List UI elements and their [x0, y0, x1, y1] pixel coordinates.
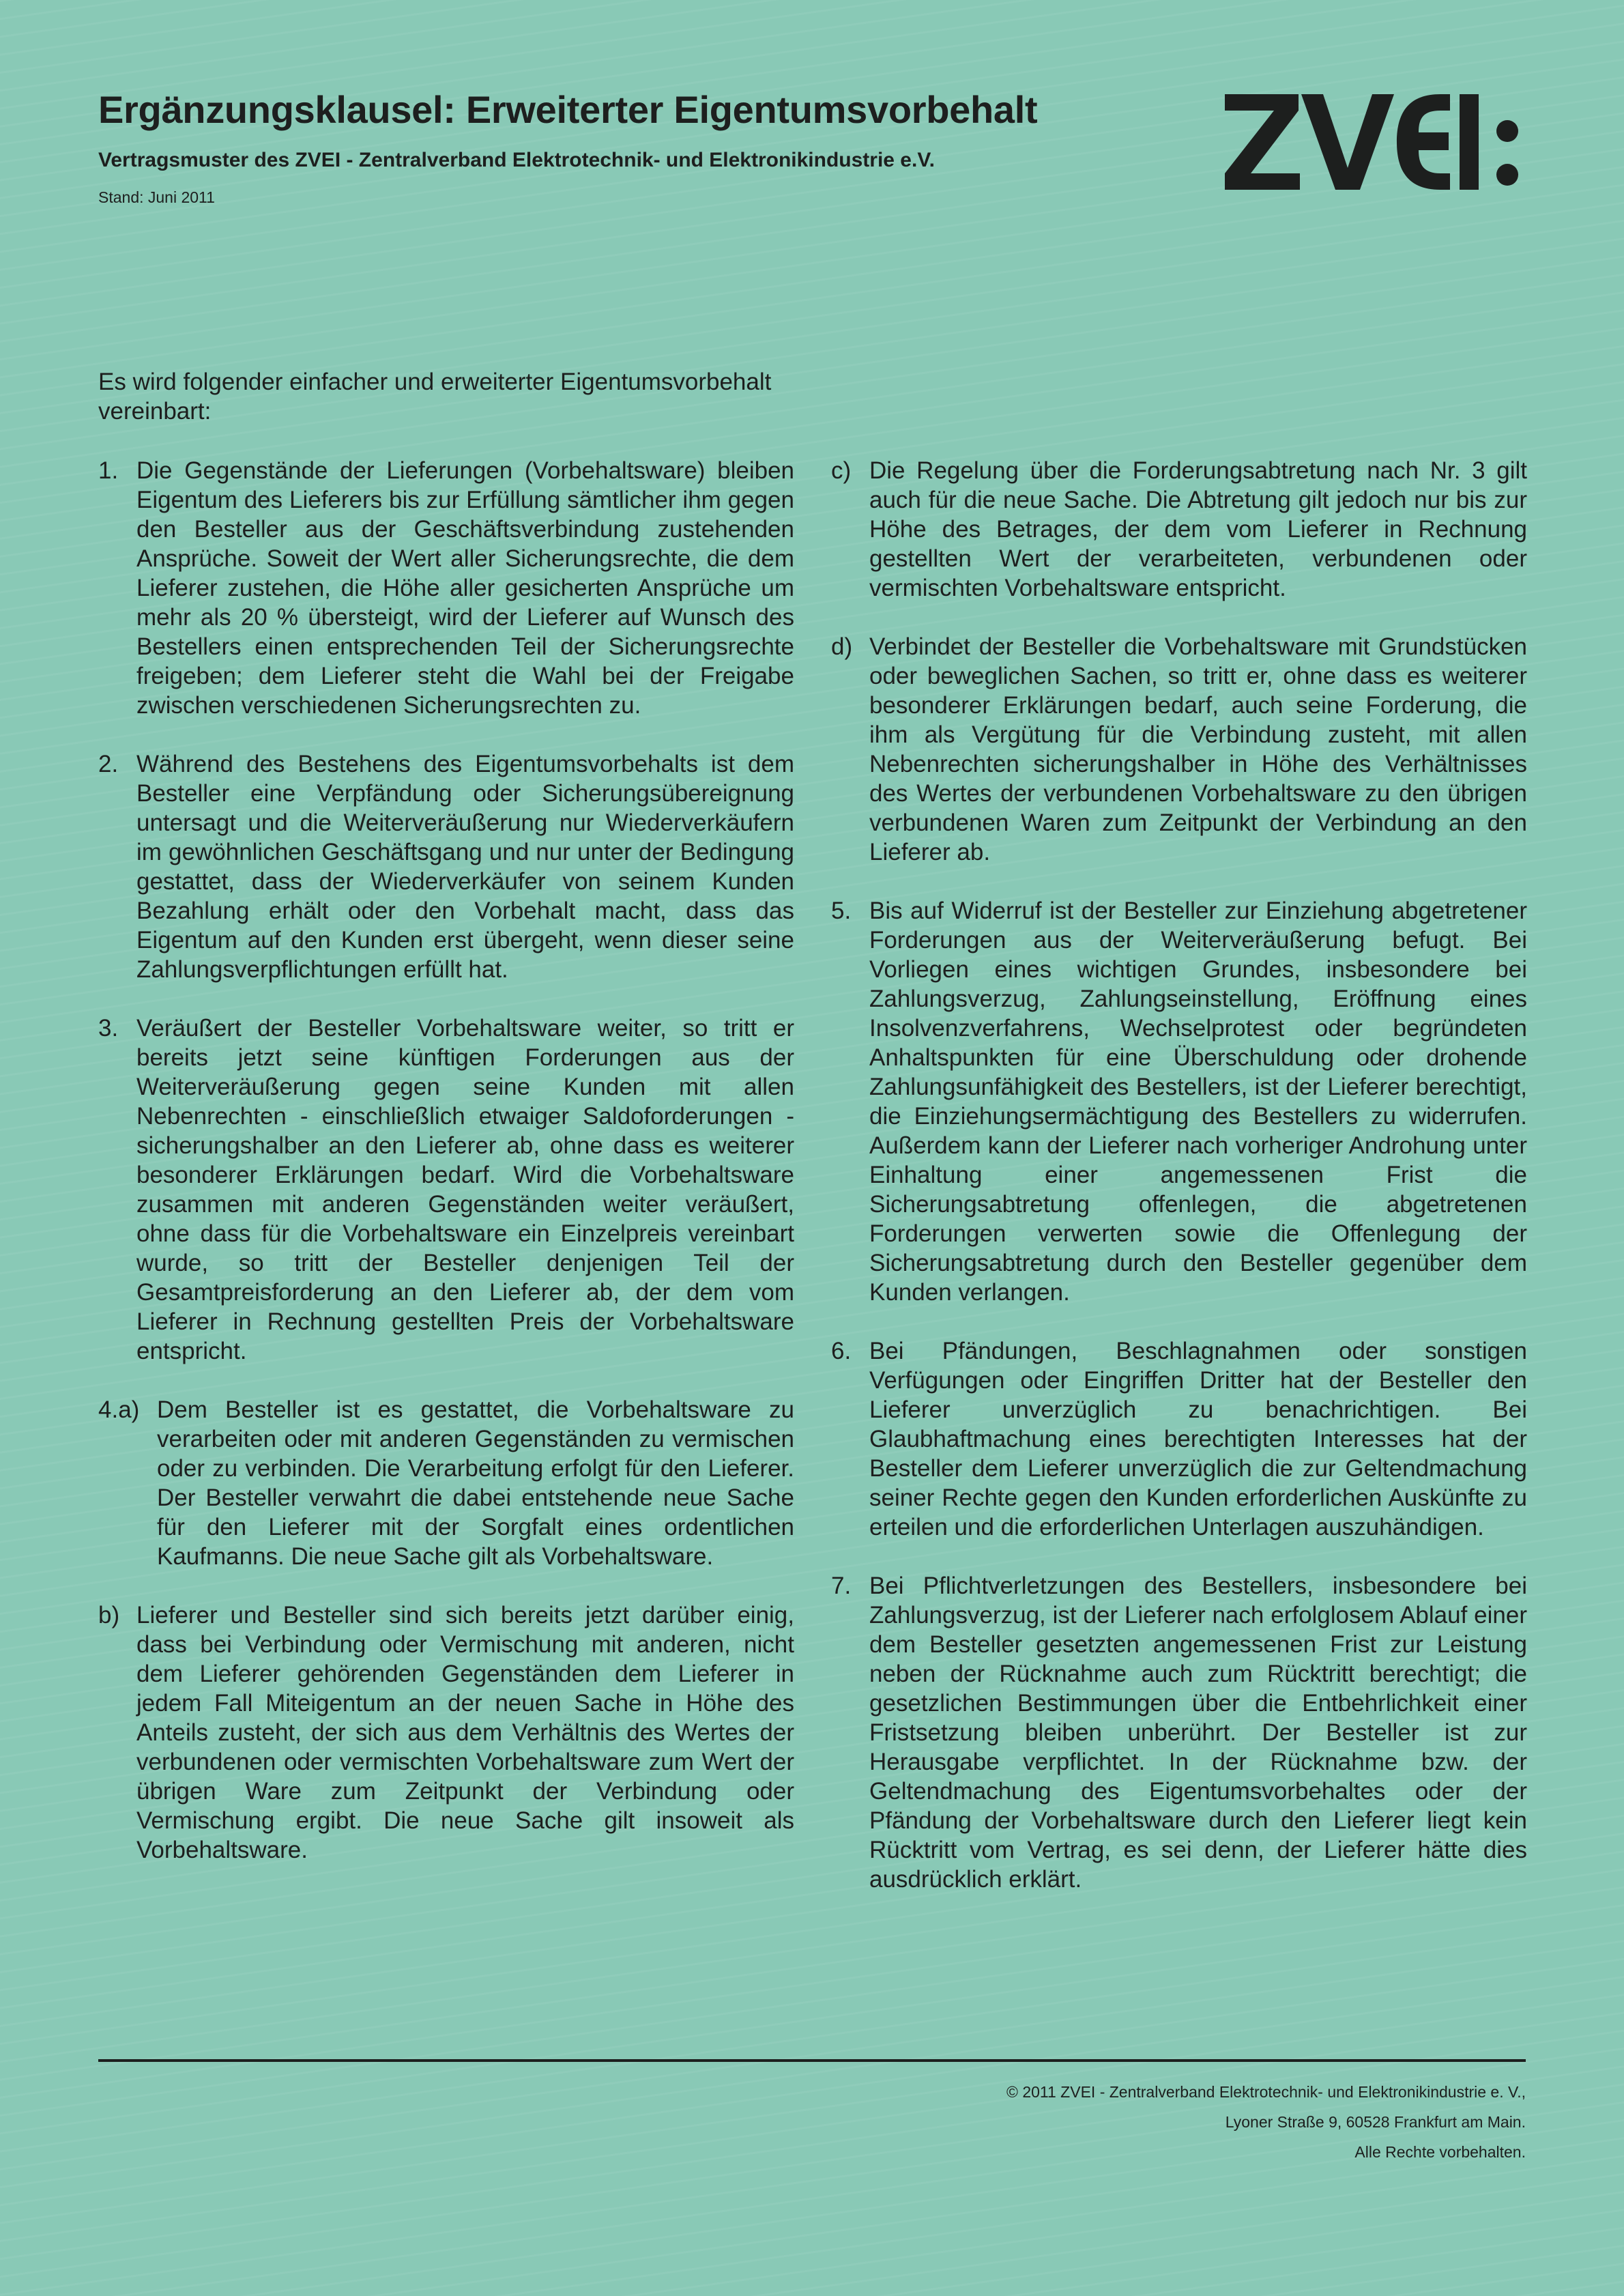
document-title: Ergänzungsklausel: Erweiterter Eigentumsvorbehalt	[98, 88, 1038, 131]
clause-number: 6.	[831, 1338, 852, 1364]
clause-number: c)	[831, 457, 852, 484]
clause-text: Bei Pflichtverletzungen des Bestellers, insbesondere bei Zahlungsverzug, ist der Lieferer nach erfolglosem Ablauf einer dem Besteller gesetzten angemessenen Frist zur Leistung neben der Rücknahme auch zum Rücktritt berechtigt; die gesetzlichen Bestimmungen über die Entbehrlichkeit einer Fristsetzung bleiben unberührt. Der Besteller ist zur Herausgabe verpflichtet. In der Rücknahme bzw. der Geltendmachung des Eigentumsvorbehaltes oder der Pfändung der Vorbehaltsware durch den Lieferer liegt kein Rücktritt vom Vertrag, es sei denn, der Lieferer hätte dies ausdrücklich erklärt.	[869, 1573, 1527, 1893]
clause-text: Während des Bestehens des Eigentumsvorbehalts ist dem Besteller eine Verpfändung oder Sicherungsübereignung untersagt und die Weiterveräußerung nur Wiederverkäufern im gewöhnlichen Geschäftsgang und nur unter der Bedingung gestattet, dass der Wiederverkäufer von seinem Kunden Bezahlung erhält oder den Vorbehalt macht, dass das Eigentum auf den Kunden erst übergeht, wenn dieser seine Zahlungsverpflichtungen erfüllt hat.	[136, 751, 794, 983]
document-subtitle: Vertragsmuster des ZVEI - Zentralverband Elektrotechnik- und Elektronikindustrie e.V.	[98, 149, 935, 171]
clause-number: 5.	[831, 898, 852, 924]
footer-copyright	[1006, 2077, 1526, 2167]
clause-text: Verbindet der Besteller die Vorbehaltsware mit Grundstücken oder beweglichen Sachen, so tritt er, ohne dass es weiterer besonderer Erklärungen bedarf, auch seine Forderung, die ihm als Vergütung für die Verbindung zusteht, mit allen Nebenrechten sicherungshalber in Höhe des Verhältnisses des Wertes der verbundenen Vorbehaltsware zu den übrigen verbundenen Waren zum Zeitpunkt der Verbindung an den Lieferer ab.	[869, 633, 1527, 865]
clause-item	[831, 632, 1527, 867]
right-column	[831, 456, 1527, 1923]
clause-text: Die Regelung über die Forderungsabtretung nach Nr. 3 gilt auch für die neue Sache. Die Abtretung gilt jedoch nur bis zur Höhe des Betrages, der dem vom Lieferer in Rechnung gestellten Wert der verarbeiteten, verbundenen oder vermischten Vorbehaltsware entspricht.	[869, 457, 1527, 601]
clause-item	[98, 456, 794, 720]
clause-item	[98, 1014, 794, 1366]
footer-line: Lyoner Straße 9, 60528 Frankfurt am Main.	[1225, 2113, 1526, 2131]
clause-number: 3.	[98, 1015, 119, 1042]
clause-number: d)	[831, 633, 853, 660]
clause-text: Lieferer und Besteller sind sich bereits jetzt darüber einig, dass bei Verbindung oder Vermischung mit anderen, nicht dem Lieferer gehörenden Gegenständen dem Lieferer in jedem Fall Miteigentum an der neuen Sache in Höhe des Anteils zusteht, der sich aus dem Verhältnis des Wertes der verbundenen oder vermischten Vorbehaltsware zum Wert der übrigen Ware zum Zeitpunkt der Verbindung oder Vermischung ergibt. Die neue Sache gilt insoweit als Vorbehaltsware.	[136, 1602, 794, 1863]
clause-number: 7.	[831, 1573, 852, 1599]
clause-item	[831, 456, 1527, 603]
clause-item	[98, 1601, 794, 1865]
clause-item	[98, 1395, 794, 1571]
clause-text: Bis auf Widerruf ist der Besteller zur Einziehung abgetretener Forderungen aus der Weiterveräußerung befugt. Bei Vorliegen eines wichtigen Grundes, insbesondere bei Zahlungsverzug, Zahlungseinstellung, Eröffnung eines Insolvenzverfahrens, Wechselprotest oder begründeten Anhaltspunkten für eine Überschuldung oder drohende Zahlungsunfähigkeit des Bestellers, ist der Lieferer berechtigt, die Einziehungsermächtigung des Bestellers zu widerrufen. Außerdem kann der Lieferer nach vorheriger Androhung unter Einhaltung einer angemessenen Frist die Sicherungsabtretung offenlegen, die abgetretenen Forderungen verwerten sowie die Offenlegung der Sicherungsabtretung durch den Besteller gegenüber dem Kunden verlangen.	[869, 898, 1527, 1306]
footer-line: © 2011 ZVEI - Zentralverband Elektrotechnik- und Elektronikindustrie e. V.,	[1006, 2083, 1526, 2101]
footer-divider	[98, 2059, 1526, 2062]
clause-number: 1.	[98, 457, 119, 484]
clause-text: Veräußert der Besteller Vorbehaltsware weiter, so tritt er bereits jetzt seine künftigen Forderungen aus der Weiterveräußerung gegen seine Kunden mit allen Nebenrechten - einschließlich etwaiger Saldoforderungen - sicherungshalber an den Lieferer ab, ohne dass es weiterer besonderer Erklärungen bedarf. Wird die Vorbehaltsware zusammen mit anderen Gegenständen weiter veräußert, ohne dass für die Vorbehaltsware ein Einzelpreis vereinbart wurde, so tritt der Besteller denjenigen Teil der Gesamtpreisforderung an den Lieferer ab, der dem vom Lieferer in Rechnung gestellten Preis der Vorbehaltsware entspricht.	[136, 1015, 794, 1364]
clause-number: b)	[98, 1602, 120, 1628]
clause-item	[831, 1336, 1527, 1542]
clause-text: Die Gegenstände der Lieferungen (Vorbehaltsware) bleiben Eigentum des Lieferers bis zur Erfüllung sämtlicher ihm gegen den Besteller aus der Geschäftsverbindung zustehenden Ansprüche. Soweit der Wert aller Sicherungsrechte, die dem Lieferer zustehen, die Höhe aller gesicherten Ansprüche um mehr als 20 % übersteigt, wird der Lieferer auf Wunsch des Bestellers einen entsprechenden Teil der Sicherungsrechte freigeben; dem Lieferer steht die Wahl bei der Freigabe zwischen verschiedenen Sicherungsrechten zu.	[136, 457, 794, 719]
footer-line: Alle Rechte vorbehalten.	[1354, 2143, 1526, 2161]
clause-text: Bei Pfändungen, Beschlagnahmen oder sonstigen Verfügungen oder Eingriffen Dritter hat der Besteller den Lieferer unverzüglich zu benachrichtigen. Bei Glaubhaftmachung eines berechtigten Interesses hat der Besteller dem Lieferer unverzüglich die zur Geltendmachung seiner Rechte gegen den Kunden erforderlichen Auskünfte zu erteilen und die erforderlichen Unterlagen auszuhändigen.	[869, 1338, 1527, 1540]
clause-number: 2.	[98, 751, 119, 777]
zvei-logo	[1225, 94, 1528, 190]
clause-item	[831, 896, 1527, 1307]
clause-item	[831, 1571, 1527, 1894]
clause-number: 4.a)	[98, 1396, 140, 1423]
intro-text: Es wird folgender einfacher und erweiterter Eigentumsvorbehalt vereinbart:	[98, 369, 772, 425]
left-column	[98, 456, 794, 1894]
clause-item	[98, 749, 794, 984]
clause-text: Dem Besteller ist es gestattet, die Vorbehaltsware zu verarbeiten oder mit anderen Gegenständen zu vermischen oder zu verbinden. Die Verarbeitung erfolgt für den Lieferer. Der Besteller verwahrt die dabei entstehende neue Sache für den Lieferer mit der Sorgfalt eines ordentlichen Kaufmanns. Die neue Sache gilt als Vorbehaltsware.	[157, 1396, 794, 1570]
document-date: Stand: Juni 2011	[98, 188, 215, 206]
